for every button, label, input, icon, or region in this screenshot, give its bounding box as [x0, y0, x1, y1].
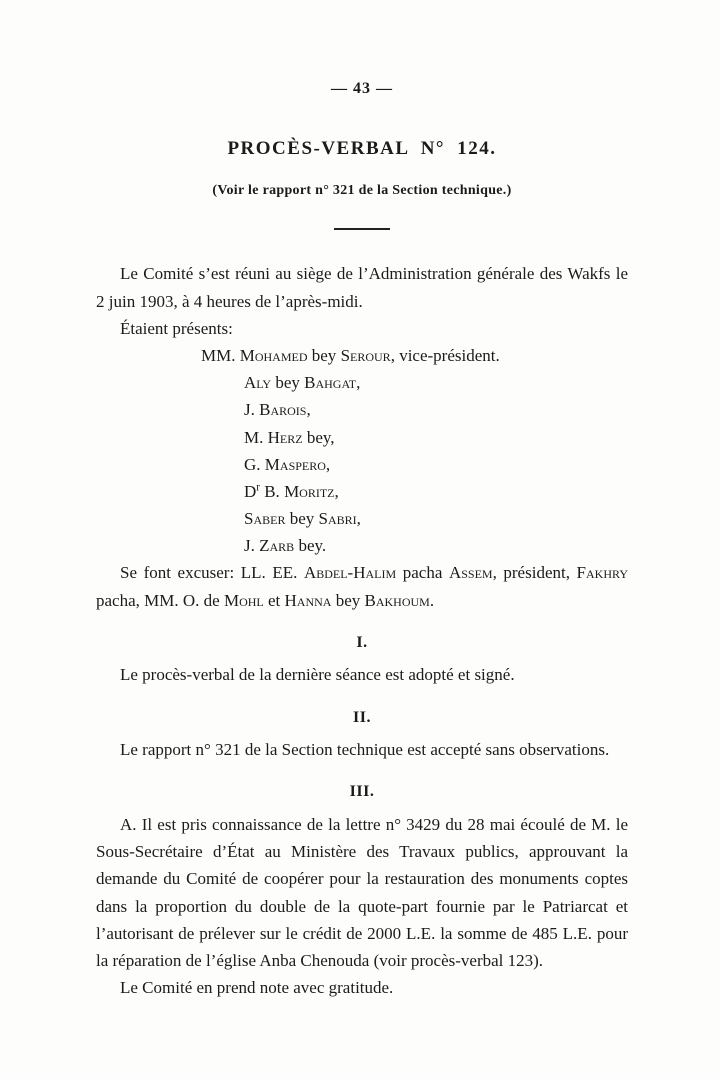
- attendee-line: J. Zarb bey.: [244, 536, 327, 556]
- attendee-line: Saber bey Sabri,: [244, 509, 361, 529]
- attendee-list: [96, 342, 628, 560]
- section-1-paragraph: Le procès-verbal de la dernière séance est adopté et signé.: [120, 665, 515, 685]
- page-number: — 43 —: [331, 80, 393, 97]
- section-2-paragraph: Le rapport n° 321 de la Section technique est accepté sans observations.: [120, 740, 610, 760]
- page-subtitle: (Voir le rapport n° 321 de la Section technique.): [212, 182, 512, 198]
- attendee-line: G. Maspero,: [244, 454, 331, 474]
- attendee-line: M. Herz bey,: [244, 427, 335, 447]
- section-heading-2: II.: [353, 708, 371, 726]
- section-3-paragraph-note: Le Comité en prend note avec gratitude.: [120, 978, 394, 998]
- paragraph-present-label: Étaient présents:: [120, 318, 233, 338]
- section-heading-3: III.: [349, 783, 375, 801]
- paragraph-intro: Le Comité s’est réuni au siège de l’Administration générale des Wakfs le 2 juin 1903, à 4 heures de l’après-midi.: [96, 264, 628, 311]
- attendee-line: Aly bey Bahgat,: [244, 373, 361, 393]
- section-heading-1: I.: [356, 633, 368, 651]
- attendee-line: MM. Mohamed bey Serour, vice-président.: [201, 345, 500, 365]
- paragraph-excuses: Se font excuser: LL. EE. Abdel-Halim pacha Assem, président, Fakhry pacha, MM. O. de Mohl et Hanna bey Bakhoum.: [96, 563, 629, 610]
- divider-rule: [334, 228, 390, 230]
- page-title: PROCÈS-VERBAL N° 124.: [227, 137, 497, 159]
- attendee-line: $D^r$ B. Moritz,: [244, 481, 339, 501]
- attendee-line: J. Barois,: [244, 400, 311, 420]
- section-3-paragraph-a: A. Il est pris connaissance de la lettre n° 3429 du 28 mai écoulé de M. le Sous-Secrétaire d’État au Ministère des Travaux publics, approuvant la demande du Comité de coopérer pour la restauration des monuments coptes dans la proportion du double de la quote-part fournie par le Patriarcat et l’autorisant de prélever sur le crédit de 2000 L.E. la somme de 485 L.E. pour la réparation de l’église Anba Chenouda (voir procès-verbal 123).: [96, 814, 628, 970]
